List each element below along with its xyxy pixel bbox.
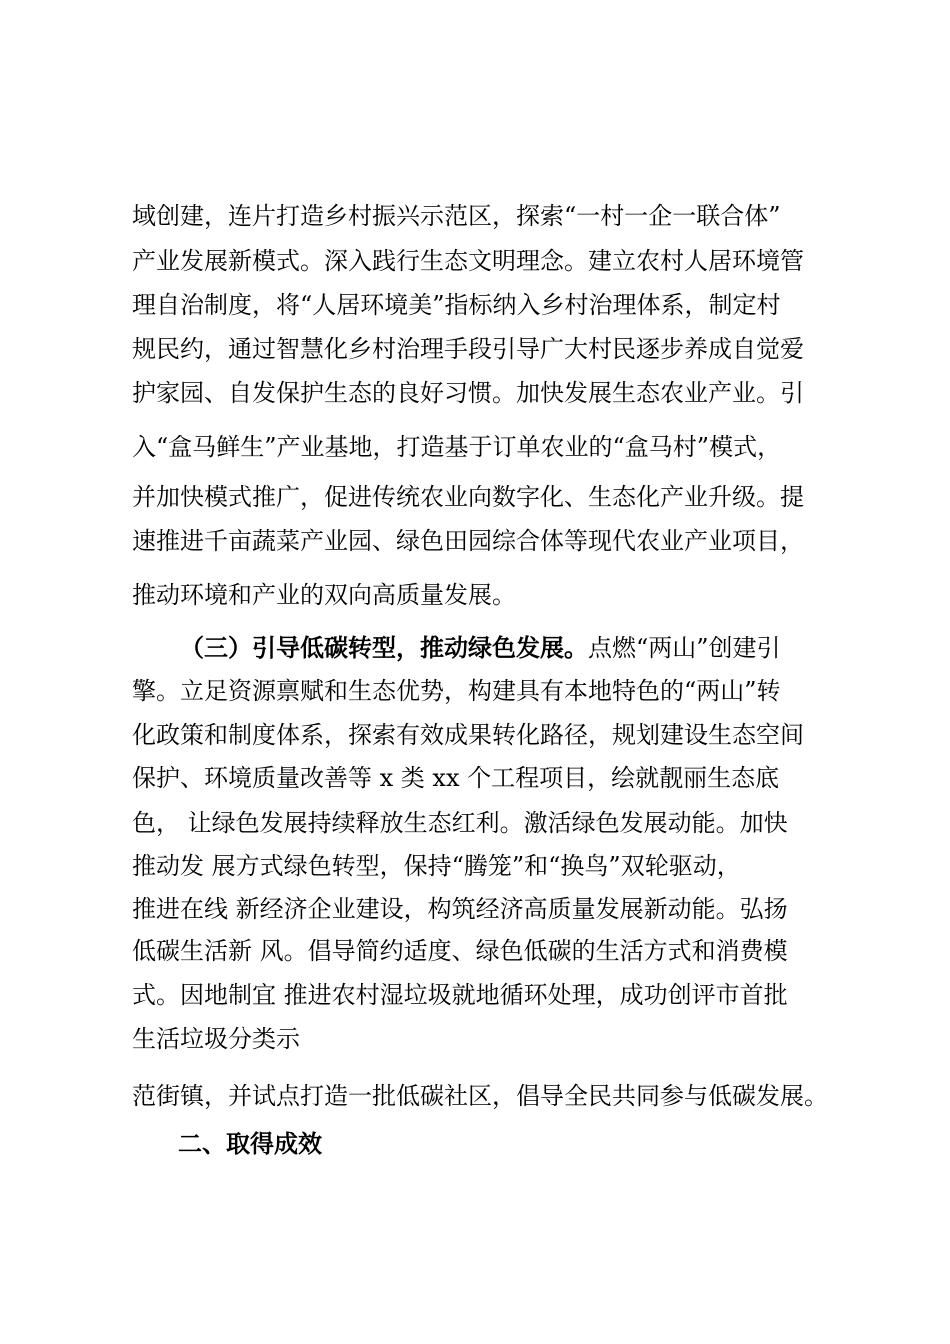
paragraph-line: 域创建，连片打造乡村振兴示范区，探索“一村一企一联合体” bbox=[132, 202, 781, 230]
section3-heading: （三）引导低碳转型，推动绿色发展。 bbox=[180, 633, 588, 662]
paragraph-line: 色， 让绿色发展持续释放生态红利。激活绿色发展动能。加快 bbox=[132, 809, 788, 837]
paragraph-line: 保护、环境质量改善等 x 类 xx 个工程项目，绘就靓丽生态底 bbox=[132, 764, 780, 792]
paragraph-line: 产业发展新模式。深入践行生态文明理念。建立农村人居环境管 bbox=[132, 247, 804, 275]
paragraph-line: 生活垃圾分类示 bbox=[132, 1025, 300, 1053]
paragraph-line: 范街镇，并试点打造一批低碳社区，倡导全民共同参与低碳发展。 bbox=[132, 1082, 828, 1110]
paragraph-line: 低碳生活新 风。倡导简约适度、绿色低碳的生活方式和消费模 bbox=[132, 937, 788, 965]
paragraph-line: 理自治制度，将“人居环境美”指标纳入乡村治理体系，制定村 bbox=[132, 291, 781, 319]
paragraph-line: 推动环境和产业的双向高质量发展。 bbox=[132, 581, 516, 609]
paragraph-line: 推进在线 新经济企业建设，构筑经济高质量发展新动能。弘扬 bbox=[132, 895, 788, 923]
paragraph-line: 速推进千亩蔬菜产业园、绿色田园综合体等现代农业产业项目， bbox=[132, 527, 804, 555]
paragraph-line: 推动发 展方式绿色转型，保持“腾笼”和“换鸟”双轮驱动， bbox=[132, 852, 741, 880]
paragraph-line: 入“盒马鲜生”产业基地，打造基于订单农业的“盒马村”模式， bbox=[132, 433, 782, 461]
paragraph-line: 并加快模式推广，促进传统农业向数字化、生态化产业升级。提 bbox=[132, 483, 804, 511]
paragraph-line: 擎。立足资源禀赋和生态优势，构建具有本地特色的“两山”转 bbox=[132, 677, 781, 705]
section2-heading: 二、取得成效 bbox=[178, 1129, 322, 1158]
paragraph-line: 护家园、自发保护生态的良好习惯。加快发展生态农业产业。引 bbox=[132, 379, 804, 407]
section3-line-rest: 点燃“两山”创建引 bbox=[588, 634, 781, 662]
paragraph-line: 化政策和制度体系，探索有效成果转化路径，规划建设生态空间 bbox=[132, 721, 804, 749]
paragraph-line: 规民约，通过智慧化乡村治理手段引导广大村民逐步养成自觉爱 bbox=[132, 335, 804, 363]
section3-first-line bbox=[180, 633, 781, 663]
paragraph-line: 式。因地制宜 推进农村湿垃圾就地循环处理，成功创评市首批 bbox=[132, 981, 788, 1009]
